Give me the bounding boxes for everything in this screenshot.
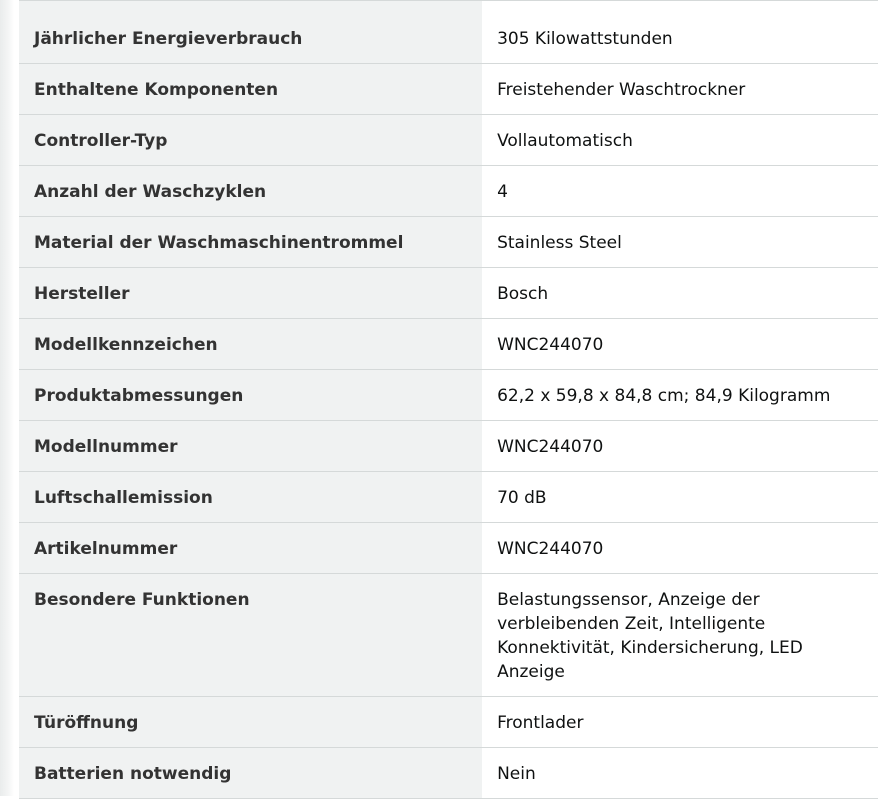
spec-row-door-opening xyxy=(19,697,878,748)
spec-value: 62,2 x 59,8 x 84,8 cm; 84,9 Kilogramm xyxy=(482,370,878,421)
spec-label: Enthaltene Komponenten xyxy=(19,64,482,115)
spec-label: Türöffnung xyxy=(19,697,482,748)
spec-value: Freistehender Waschtrockner xyxy=(482,64,878,115)
spec-row-product-dimensions xyxy=(19,370,878,421)
spec-row-model-number xyxy=(19,421,878,472)
spec-row-controller-type xyxy=(19,115,878,166)
spec-row-model-identifier xyxy=(19,319,878,370)
spec-label: Controller-Typ xyxy=(19,115,482,166)
spec-label: Modellkennzeichen xyxy=(19,319,482,370)
spec-label: Produktabmessungen xyxy=(19,370,482,421)
spec-value: Vollautomatisch xyxy=(482,115,878,166)
page-edge-shadow xyxy=(0,0,14,796)
spec-row-wash-cycles xyxy=(19,166,878,217)
spec-label: Besondere Funktionen xyxy=(19,574,482,697)
spec-value: 305 Kilowattstunden xyxy=(482,1,878,64)
spec-label: Hersteller xyxy=(19,268,482,319)
spec-label: Batterien notwendig xyxy=(19,748,482,799)
spec-value: Bosch xyxy=(482,268,878,319)
spec-row-special-features xyxy=(19,574,878,697)
spec-label: Luftschallemission xyxy=(19,472,482,523)
spec-value: 4 xyxy=(482,166,878,217)
spec-value: Nein xyxy=(482,748,878,799)
spec-value: WNC244070 xyxy=(482,523,878,574)
spec-value: Stainless Steel xyxy=(482,217,878,268)
spec-label: Artikelnummer xyxy=(19,523,482,574)
spec-value: Frontlader xyxy=(482,697,878,748)
spec-row-manufacturer xyxy=(19,268,878,319)
spec-label: Material der Waschmaschinentrommel xyxy=(19,217,482,268)
spec-row-annual-energy-consumption xyxy=(19,1,878,64)
spec-row-batteries-required xyxy=(19,748,878,799)
spec-value: 70 dB xyxy=(482,472,878,523)
spec-row-item-number xyxy=(19,523,878,574)
spec-row-drum-material xyxy=(19,217,878,268)
spec-value: Belastungssensor, Anzeige der verbleibenden Zeit, Intelligente Konnektivität, Kindersicherung, LED Anzeige xyxy=(482,574,878,697)
spec-label: Anzahl der Waschzyklen xyxy=(19,166,482,217)
spec-label: Jährlicher Energieverbrauch xyxy=(19,1,482,64)
spec-row-included-components xyxy=(19,64,878,115)
spec-label: Modellnummer xyxy=(19,421,482,472)
spec-value: WNC244070 xyxy=(482,421,878,472)
spec-row-noise-emission xyxy=(19,472,878,523)
spec-value: WNC244070 xyxy=(482,319,878,370)
product-details-table xyxy=(19,0,878,799)
